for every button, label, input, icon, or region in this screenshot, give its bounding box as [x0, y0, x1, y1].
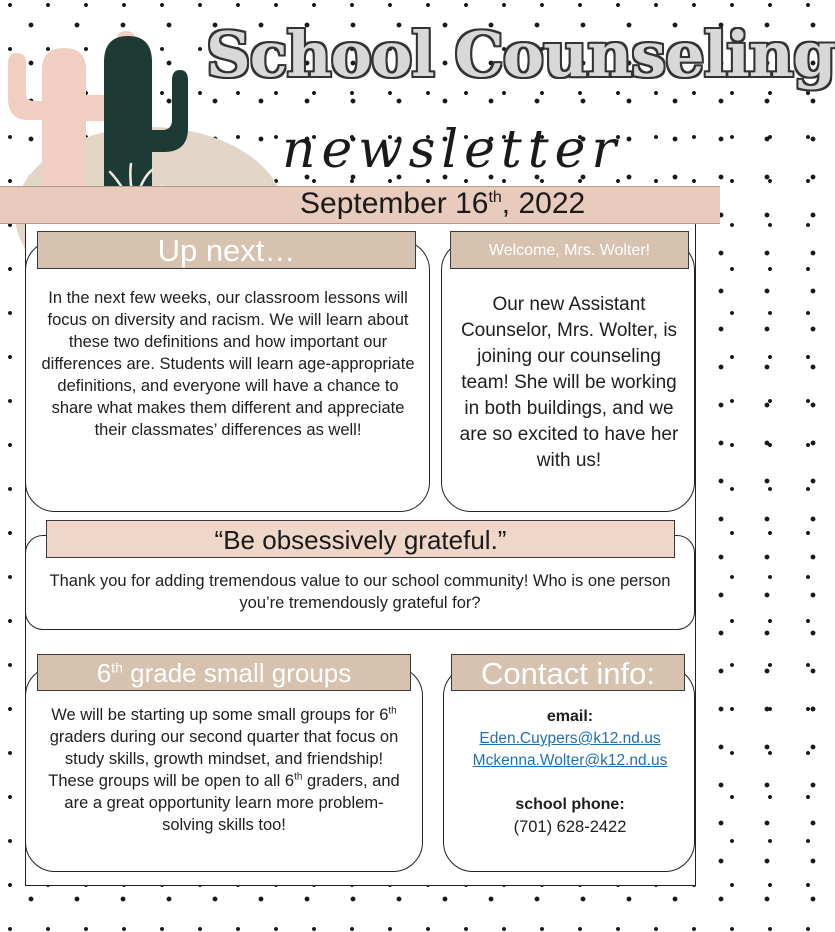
newsletter-date: September 16th, 2022: [300, 187, 586, 220]
email-label: email:: [546, 708, 594, 725]
quote-body: Thank you for adding tremendous value to our school community! Who is one person you’re tremendously grateful for?: [49, 572, 671, 612]
quote-title: “Be obsessively grateful.”: [46, 520, 675, 558]
welcome-body: Our new Assistant Counselor, Mrs. Wolter, is joining our counseling team! She will be working in both buildings, and we are so excited to have her with us!: [459, 294, 679, 471]
newsletter-title: School Counseling: [206, 18, 835, 91]
contact-title: Contact info:: [451, 654, 685, 691]
newsletter-script-word: newsletter: [282, 120, 623, 180]
phone-number: (701) 628-2422: [513, 818, 627, 836]
email-link-cuypers[interactable]: Eden.Cuypers@k12.nd.us: [479, 730, 661, 747]
newsletter-header: [0, 0, 835, 225]
phone-label: school phone:: [515, 796, 625, 813]
up-next-title: Up next…: [37, 231, 416, 269]
email-link-wolter[interactable]: Mckenna.Wolter@k12.nd.us: [472, 752, 668, 769]
small-groups-title: 6th grade small groups: [37, 654, 411, 691]
up-next-body: In the next few weeks, our classroom lessons will focus on diversity and racism. We will learn about these two definitions and how important our differences are. Students will learn age-appropriate definitions, and everyone will have a chance to share what makes them different and appreciate their classmates’ differences as well!: [41, 289, 415, 439]
welcome-title: Welcome, Mrs. Wolter!: [450, 231, 689, 269]
contact-body: [450, 706, 690, 838]
small-groups-body: We will be starting up some small groups for 6th graders during our second quarter that focus on study skills, growth mindset, and friendship! These groups will be open to all 6th graders, and are a great opportunity learn more problem-solving skills too!: [48, 705, 400, 834]
